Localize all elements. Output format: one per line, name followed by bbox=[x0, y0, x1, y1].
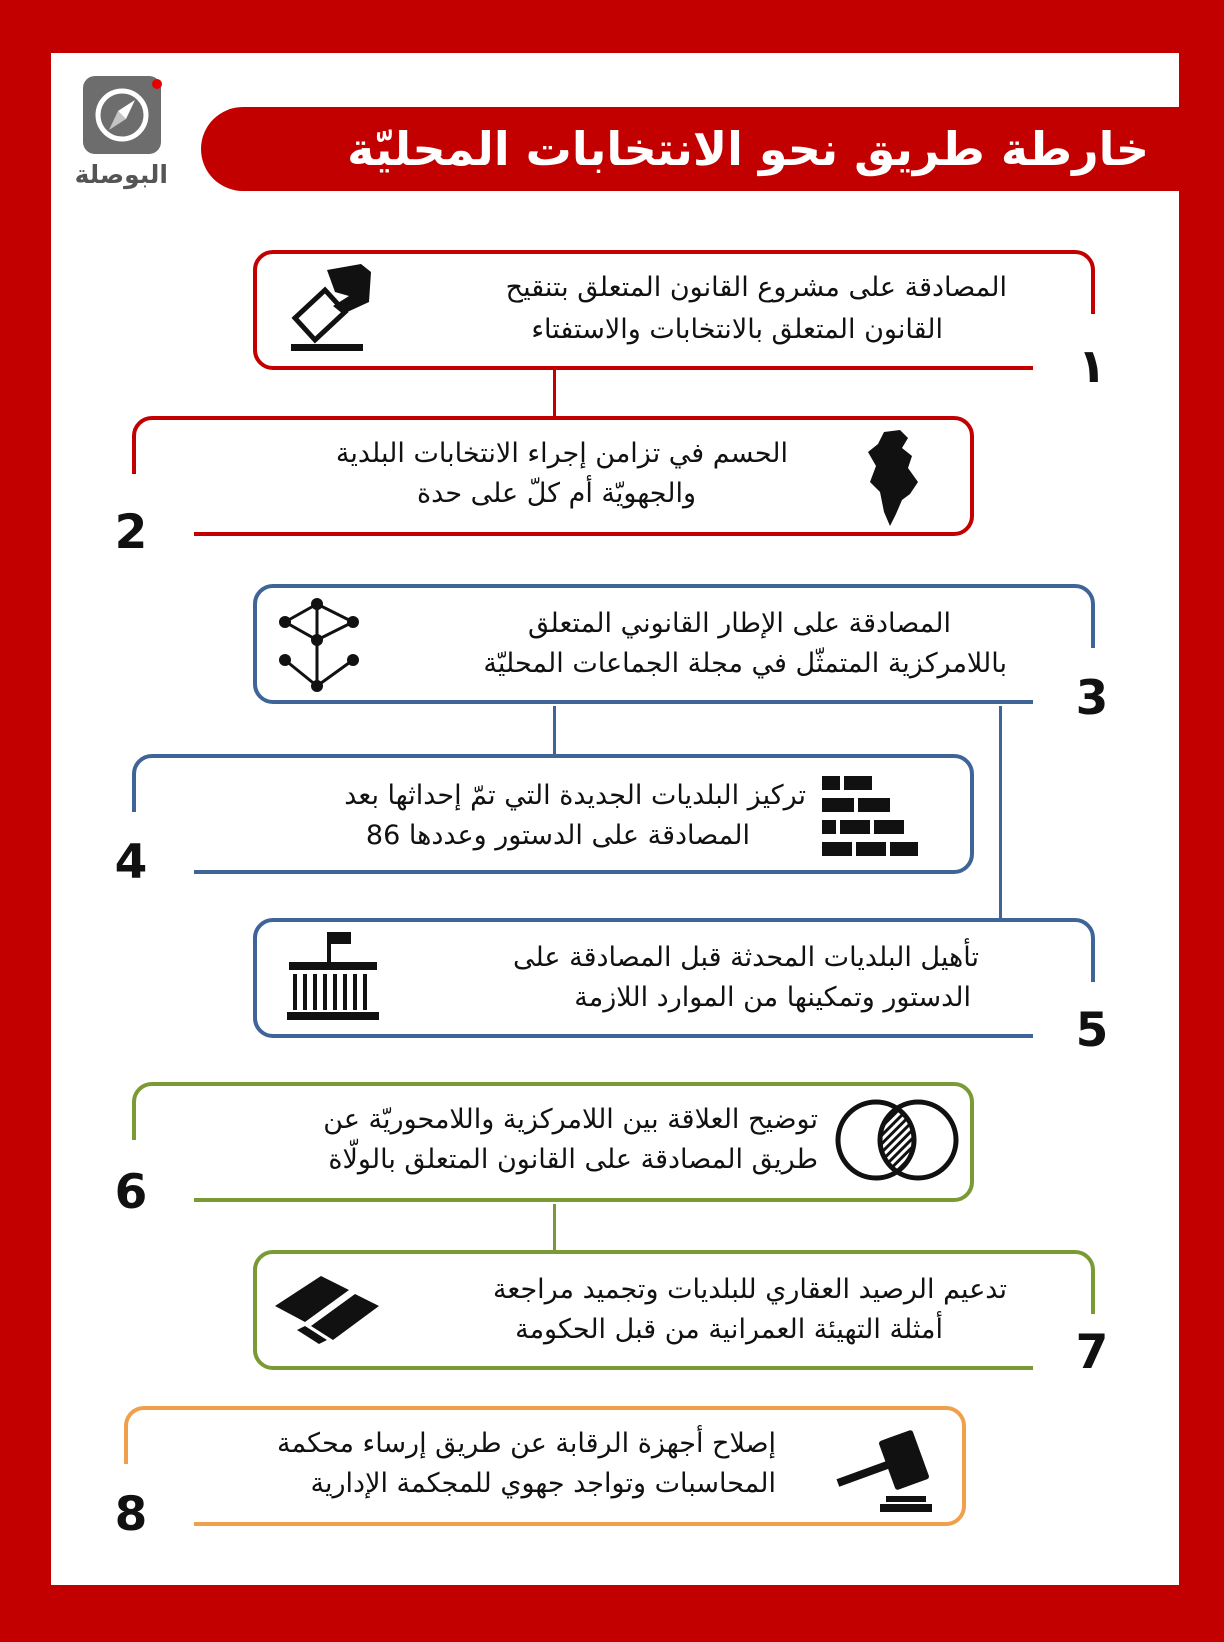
connector-1-2 bbox=[553, 370, 556, 418]
step-4-line-1: تركيز البلديات الجديدة التي تمّ إحداثها بعد bbox=[344, 780, 806, 811]
step-1-line-2: القانون المتعلق بالانتخابات والاستفتاء bbox=[531, 314, 943, 345]
page-title: خارطة طريق نحو الانتخابات المحليّة bbox=[347, 122, 1149, 176]
step-3-number: 3 bbox=[1075, 671, 1109, 726]
tunisia-map-icon bbox=[862, 428, 922, 528]
step-6-line-2: طريق المصادقة على القانون المتعلق بالولّاة bbox=[328, 1144, 818, 1175]
network-icon bbox=[277, 596, 367, 694]
step-5-number: 5 bbox=[1075, 1003, 1109, 1058]
step-8 bbox=[124, 1406, 966, 1528]
step-7-number: 7 bbox=[1075, 1325, 1109, 1380]
step-8-number: 8 bbox=[114, 1487, 148, 1542]
step-6-number: 6 bbox=[114, 1165, 148, 1220]
step-5-line-2: الدستور وتمكينها من الموارد اللازمة bbox=[574, 982, 971, 1013]
step-7-line-1: تدعيم الرصيد العقاري للبلديات وتجميد مراجعة bbox=[492, 1274, 1007, 1305]
compass-icon bbox=[83, 76, 161, 154]
ballot-box-icon bbox=[291, 262, 375, 356]
step-8-line-1: إصلاح أجهزة الرقابة عن طريق إرساء محكمة bbox=[277, 1428, 776, 1459]
step-5-line-1: تأهيل البلديات المحدثة قبل المصادقة على bbox=[512, 942, 979, 973]
step-1-line-1: المصادقة على مشروع القانون المتعلق بتنقيح bbox=[505, 272, 1007, 303]
step-4-line-2: المصادقة على الدستور وعددها 86 bbox=[365, 820, 750, 851]
connector-6-7 bbox=[553, 1204, 556, 1252]
step-6-line-1: توضيح العلاقة بين اللامركزية واللامحوريّة عن bbox=[323, 1104, 818, 1135]
municipality-building-icon bbox=[287, 932, 379, 1024]
logo-text: البوصلة bbox=[74, 160, 168, 189]
step-2-line-2: والجهويّة أم كلّ على حدة bbox=[417, 478, 696, 509]
step-7 bbox=[253, 1250, 1095, 1372]
logo-dot bbox=[152, 79, 162, 89]
brick-wall-icon bbox=[822, 776, 918, 860]
logo bbox=[83, 76, 161, 154]
step-3-line-1: المصادقة على الإطار القانوني المتعلق bbox=[528, 608, 951, 639]
step-8-line-2: المحاسبات وتواجد جهوي للمجكمة الإدارية bbox=[310, 1468, 776, 1499]
step-1-number: ١ bbox=[1077, 339, 1107, 394]
connector-3-4 bbox=[553, 706, 556, 754]
gavel-icon bbox=[834, 1426, 938, 1514]
step-3-line-2: باللامركزية المتمثّل في مجلة الجماعات المحليّة bbox=[483, 648, 1007, 679]
connector-3-5 bbox=[999, 706, 1002, 920]
step-4-number: 4 bbox=[114, 835, 148, 890]
step-2 bbox=[132, 416, 974, 538]
step-5 bbox=[253, 918, 1095, 1040]
step-2-line-1: الحسم في تزامن إجراء الانتخابات البلدية bbox=[335, 438, 788, 469]
step-6 bbox=[132, 1082, 974, 1204]
step-7-line-2: أمثلة التهيئة العمرانية من قبل الحكومة bbox=[515, 1314, 943, 1345]
step-3 bbox=[253, 584, 1095, 706]
venn-diagram-icon bbox=[832, 1098, 962, 1182]
land-plot-icon bbox=[275, 1276, 383, 1346]
step-1 bbox=[253, 250, 1095, 372]
step-4 bbox=[132, 754, 974, 876]
step-2-number: 2 bbox=[114, 505, 148, 560]
title-banner bbox=[201, 107, 1179, 191]
